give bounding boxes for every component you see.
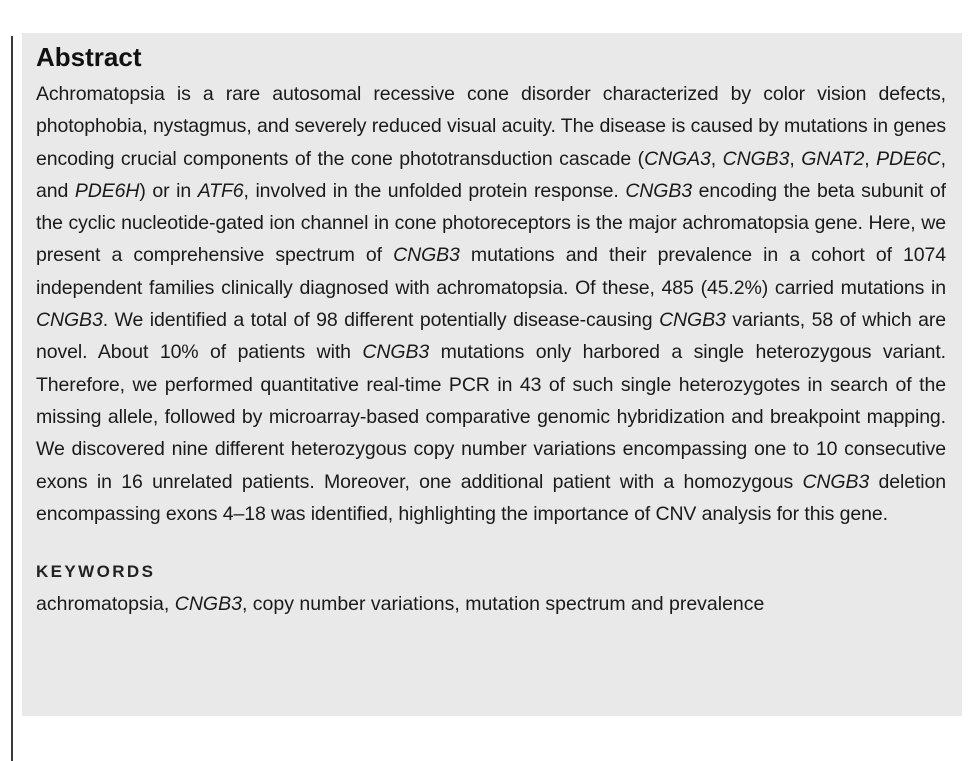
abstract-body [36, 78, 946, 530]
text-run: . We identified a total of 98 different potentially disease-causing [102, 309, 660, 332]
gene-name-text: GNAT2 [801, 147, 865, 170]
text-run: , involved in the unfolded protein response. [243, 179, 626, 202]
text-run: achromatopsia, [36, 593, 175, 616]
gene-name-text: CNGB3 [625, 179, 692, 202]
text-run: , copy number variations, mutation spectrum and prevalence [241, 593, 765, 616]
text-run: Achromatopsia is a rare autosomal recessive cone disorder characterized by color vision defects, photophobia, nystagmus, and severely reduced visual acuity. The disease is caused by mutations in genes encoding crucial components of the cone phototransduction cascade ( [36, 83, 946, 170]
text-run: mutations and their prevalence in a cohort of 1074 independent families clinically diagnosed with achromatopsia. Of these, 485 (45.2%) carried mutations in [36, 244, 946, 299]
gene-name-text: PDE6H [74, 179, 140, 202]
abstract-title: Abstract [36, 42, 142, 72]
text-run: , [864, 147, 877, 170]
gene-name-text: CNGB3 [36, 309, 103, 332]
gene-name-text: CNGB3 [659, 309, 726, 332]
text-run: ) or in [139, 179, 198, 202]
gene-name-text: CNGB3 [802, 470, 870, 493]
left-margin-rule [11, 36, 13, 761]
gene-name-text: CNGB3 [362, 341, 430, 364]
abstract-box [22, 33, 962, 716]
gene-name-text: CNGB3 [722, 147, 790, 170]
keywords-heading: KEYWORDS [36, 562, 156, 582]
text-run: deletion encompassing exons 4–18 was identified, highlighting the importance of CNV analysis for this gene. [36, 470, 947, 525]
gene-name-text: CNGB3 [393, 244, 460, 267]
text-run: mutations only harbored a single heterozygous variant. Therefore, we performed quantitative real-time PCR in 43 of such single heterozygotes in search of the missing allele, followed by microarray-based comparative genomic hybridization and breakpoint mapping. We discovered nine different heterozygous copy number variations encompassing one to 10 consecutive exons in 16 unrelated patients. Moreover, one additional patient with a homozygous [36, 341, 946, 493]
text-run: , [710, 147, 723, 170]
gene-name-text: CNGA3 [644, 147, 711, 170]
gene-name-text: ATF6 [197, 179, 244, 202]
keywords-list [36, 590, 946, 618]
text-run: encoding the beta subunit of the cyclic nucleotide-gated ion channel in cone photoreceptors is the major achromatopsia gene. Here, we present a comprehensive spectrum of [36, 179, 946, 267]
text-run: variants, 58 of which are novel. About 10% of patients with [36, 309, 946, 364]
gene-name-text: PDE6C [876, 147, 941, 170]
text-run: , and [36, 147, 946, 202]
text-run: , [789, 147, 802, 170]
gene-name-text: CNGB3 [174, 593, 242, 616]
